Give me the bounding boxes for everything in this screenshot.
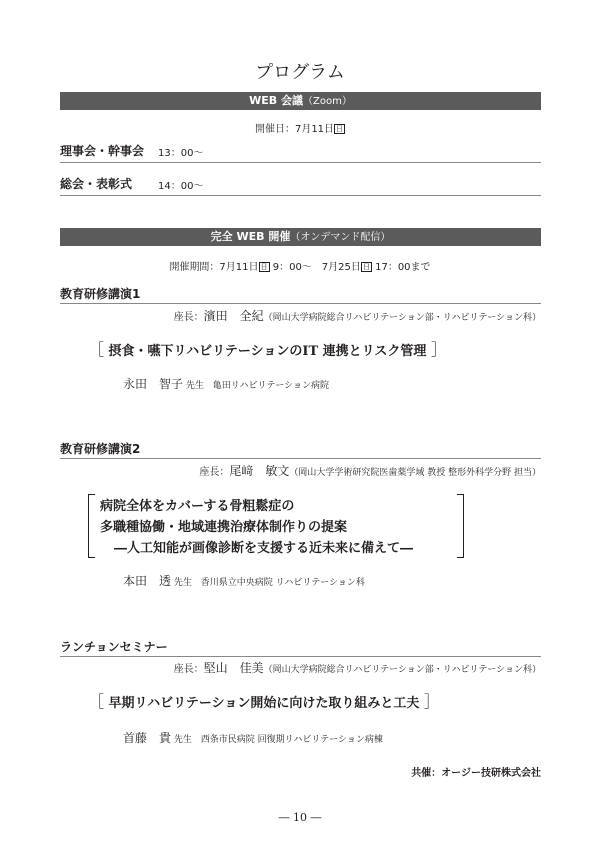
close-bracket: ］ bbox=[430, 340, 447, 359]
speaker-affiliation: 亀田リハビリテーション病院 bbox=[212, 381, 329, 391]
weekday-box: 日 bbox=[336, 125, 344, 133]
lecture-text: 摂食・嚥下リハビリテーションのIT 連携とリスク管理 bbox=[108, 344, 427, 359]
period-mid: 9：00〜 7月25日 bbox=[272, 262, 361, 273]
row-time: 14：00〜 bbox=[158, 181, 204, 192]
web-meeting-date bbox=[0, 120, 600, 135]
speaker-title: 先生 bbox=[185, 381, 204, 391]
speaker bbox=[123, 729, 383, 746]
row-time: 13：00〜 bbox=[158, 148, 204, 159]
chair-name: 尾﨑 敏文 bbox=[229, 464, 290, 478]
lecture-line: ―人工知能が画像診断を支援する近未来に備えて― bbox=[114, 541, 414, 556]
session-chair bbox=[174, 307, 541, 324]
speaker-name: 首藤 貴 bbox=[123, 731, 172, 745]
chair-label: 座長： bbox=[173, 664, 204, 675]
chair-affiliation: （岡山大学学術研究院医歯薬学域 教授 整形外科学分野 担当） bbox=[289, 468, 541, 478]
period-suffix: 17：00まで bbox=[375, 262, 431, 273]
session-chair bbox=[199, 462, 541, 479]
chair-label: 座長： bbox=[199, 467, 230, 478]
speaker-name: 本田 透 bbox=[123, 574, 172, 588]
session-title: 教育研修講演1 bbox=[60, 285, 541, 304]
lecture-title bbox=[88, 337, 447, 360]
open-bracket: ［ bbox=[88, 340, 105, 359]
web-meeting-label: WEB 会議 bbox=[249, 94, 304, 107]
close-bracket bbox=[457, 494, 464, 558]
sponsor: 共催：オージー技研株式会社 bbox=[411, 768, 541, 779]
period-prefix: 開催期間：7月11日 bbox=[169, 262, 259, 273]
on-demand-period bbox=[0, 258, 600, 273]
lecture-title-block bbox=[88, 494, 464, 558]
chair-name: 濱田 全紀 bbox=[203, 309, 264, 323]
session-title: 教育研修講演2 bbox=[60, 440, 541, 459]
row-general-meeting bbox=[60, 175, 541, 196]
date-label: 開催日：7月11日 bbox=[254, 124, 335, 135]
lecture-line: 病院全体をカバーする骨粗鬆症の bbox=[100, 499, 295, 514]
web-meeting-band bbox=[60, 92, 541, 110]
row-label: 理事会・幹事会 bbox=[60, 144, 145, 158]
speaker-affiliation: 西条市民病院 回復期リハビリテーション病棟 bbox=[200, 735, 383, 745]
lecture-line: 多職種協働・地域連携治療体制作りの提案 bbox=[100, 520, 348, 535]
lecture-title bbox=[88, 689, 440, 712]
row-label: 総会・表彰式 bbox=[60, 177, 133, 191]
open-bracket: ［ bbox=[88, 692, 105, 711]
page-number: ― 10 ― bbox=[278, 811, 322, 824]
session-chair bbox=[174, 659, 541, 676]
on-demand-band bbox=[60, 228, 541, 246]
session-title: ランチョンセミナー bbox=[60, 638, 541, 657]
page-title: プログラム bbox=[255, 62, 345, 83]
web-meeting-paren: （Zoom） bbox=[303, 96, 352, 107]
on-demand-paren: （オンデマンド配信） bbox=[290, 232, 391, 243]
open-bracket bbox=[88, 494, 95, 558]
speaker-name: 永田 智子 bbox=[123, 377, 184, 391]
chair-label: 座長： bbox=[173, 312, 204, 323]
chair-name: 堅山 佳美 bbox=[203, 661, 264, 675]
row-board-meeting bbox=[60, 142, 541, 163]
speaker-affiliation: 香川県立中央病院 リハビリテーション科 bbox=[200, 578, 365, 588]
lecture-text: 早期リハビリテーション開始に向けた取り組みと工夫 bbox=[108, 696, 420, 711]
speaker-title: 先生 bbox=[173, 735, 192, 745]
speaker-title: 先生 bbox=[173, 578, 192, 588]
close-bracket: ］ bbox=[423, 692, 440, 711]
speaker bbox=[123, 572, 365, 589]
speaker bbox=[123, 375, 329, 392]
chair-affiliation: （岡山大学病院総合リハビリテーション部・リハビリテーション科） bbox=[263, 313, 541, 323]
weekday-box: 日 bbox=[260, 263, 268, 271]
on-demand-label: 完全 WEB 開催 bbox=[210, 230, 291, 243]
weekday-box: 日 bbox=[362, 263, 370, 271]
chair-affiliation: （岡山大学病院総合リハビリテーション部・リハビリテーション科） bbox=[263, 665, 541, 675]
